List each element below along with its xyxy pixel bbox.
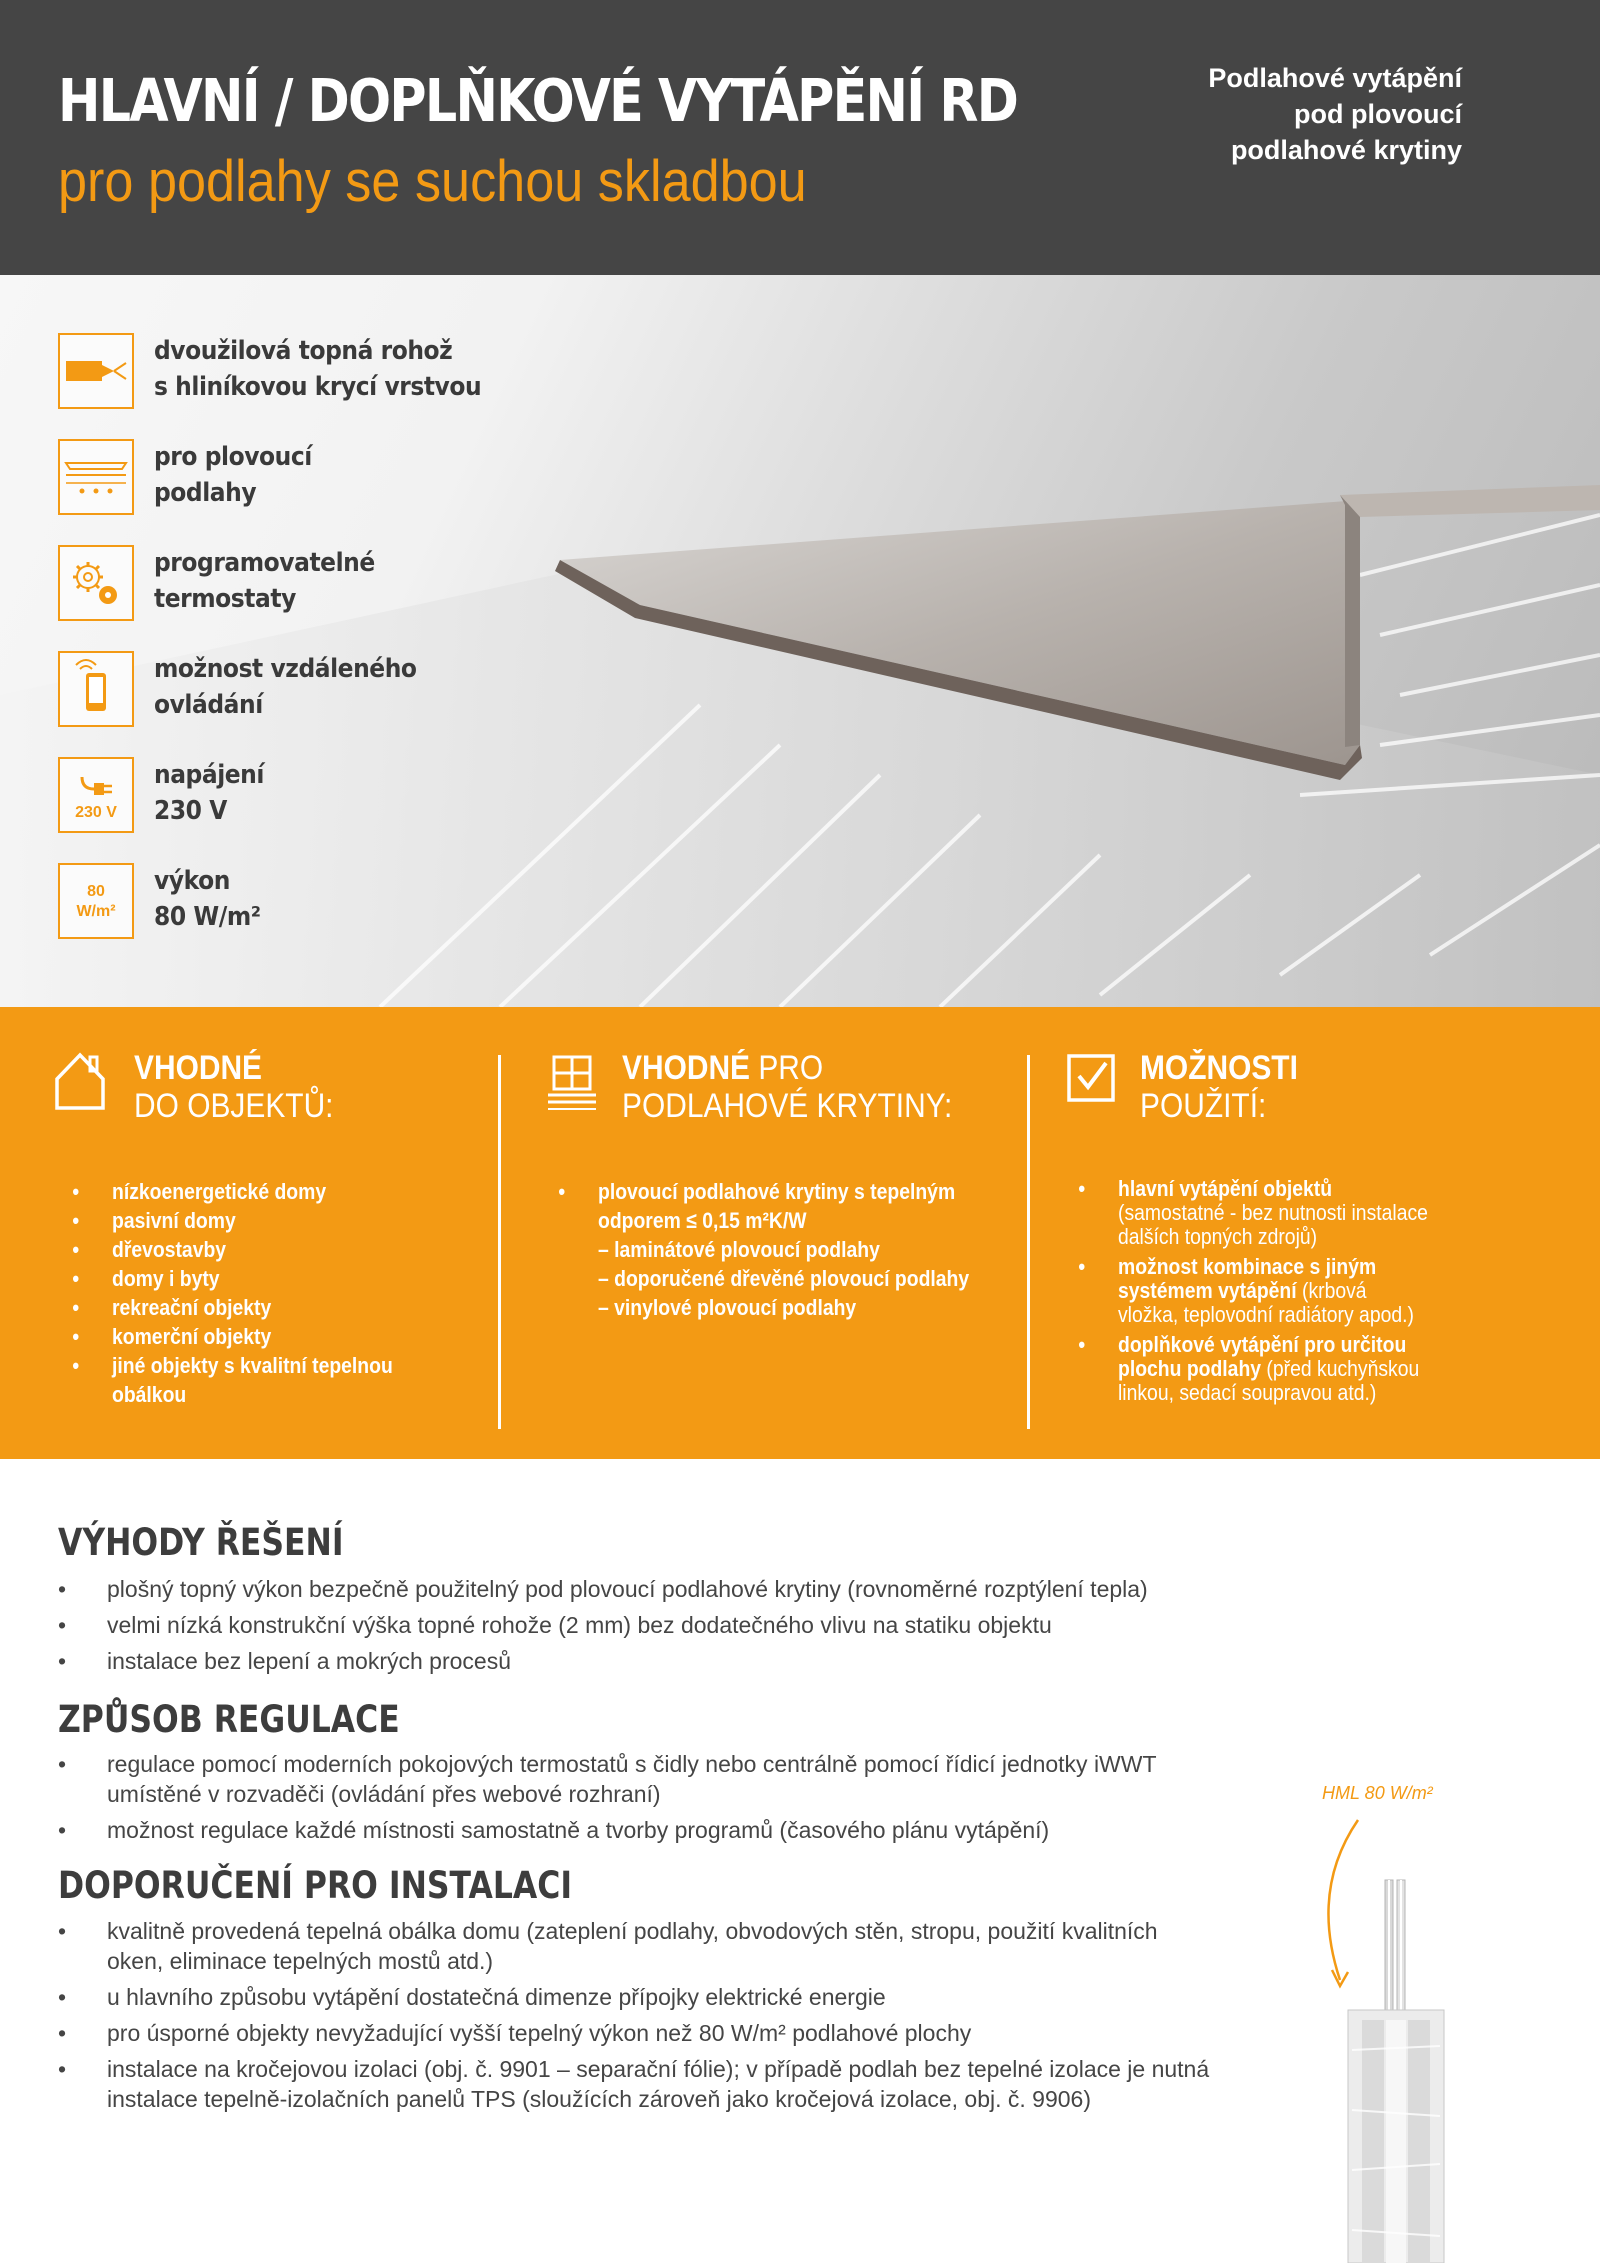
usage-options-list bbox=[1078, 1176, 1470, 1405]
feature-item bbox=[58, 757, 618, 837]
column-divider bbox=[498, 1055, 501, 1429]
feature-item bbox=[58, 863, 618, 943]
hero-photo bbox=[0, 275, 1600, 1007]
tagline-line: Podlahové vytápění bbox=[1208, 63, 1462, 93]
page-subtitle: pro podlahy se suchou skladbou bbox=[58, 149, 807, 214]
list-item: • nízkoenergetické domy bbox=[72, 1179, 327, 1204]
list-item: • doplňkové vytápění pro určitou bbox=[1078, 1332, 1407, 1357]
list-item: • u hlavního způsobu vytápění dostatečná dimenze přípojky elektrické energie bbox=[58, 1982, 1209, 2012]
tagline-line: pod plovoucí bbox=[1294, 99, 1462, 129]
installation-list bbox=[58, 1916, 1209, 2120]
list-item: • velmi nízká konstrukční výška topné rohože (2 mm) bez dodatečného vlivu na statiku objektu bbox=[58, 1610, 1148, 1640]
column-heading: VHODNÉ PRO PODLAHOVÉ KRYTINY: bbox=[622, 1049, 953, 1125]
list-item: • pro úsporné objekty nevyžadující vyšší tepelný výkon než 80 W/m² podlahové plochy bbox=[58, 2018, 1209, 2048]
column-heading: MOŽNOSTI POUŽITÍ: bbox=[1140, 1049, 1298, 1125]
floating-floor-icon bbox=[58, 439, 134, 515]
list-item: • regulace pomocí moderních pokojových termostatů s čidly nebo centrálně pomocí řídicí jednotky iWWT umístěné v rozvaděči (ovládání přes webové rozhraní) bbox=[58, 1749, 1157, 1809]
feature-label: pro plovoucí podlahy bbox=[154, 442, 312, 508]
checkbox-icon bbox=[1066, 1051, 1118, 1103]
header-tagline bbox=[1208, 60, 1462, 168]
list-item: • rekreační objekty bbox=[72, 1295, 272, 1320]
section-title-regulation: ZPŮSOB REGULACE bbox=[58, 1698, 400, 1741]
page-title: HLAVNÍ / DOPLŇKOVÉ VYTÁPĚNÍ RD bbox=[58, 66, 1018, 135]
feature-item bbox=[58, 333, 618, 413]
power-plug-icon bbox=[58, 757, 134, 833]
list-item: • instalace bez lepení a mokrých procesů bbox=[58, 1646, 1148, 1676]
gears-thermostat-icon bbox=[58, 545, 134, 621]
smartphone-remote-icon bbox=[58, 651, 134, 727]
list-item: • domy i byty bbox=[72, 1266, 220, 1291]
feature-label: dvoužilová topná rohož s hliníkovou krycí vrstvou bbox=[154, 336, 482, 402]
house-icon bbox=[54, 1051, 106, 1111]
power-output-icon bbox=[58, 863, 134, 939]
list-item: • hlavní vytápění objektů bbox=[1078, 1176, 1333, 1201]
list-item: – laminátové plovoucí podlahy bbox=[598, 1237, 880, 1262]
list-item: • instalace na kročejovou izolaci (obj. č. 9901 – separační fólie); v případě podlah bez tepelné izolace je nutná instalace tepelně-izolačních panelů TPS (sloužících zároveň jako kročejová izolace, obj. č. 9906) bbox=[58, 2054, 1209, 2114]
list-item: – vinylové plovoucí podlahy bbox=[598, 1295, 857, 1320]
list-item: • komerční objekty bbox=[72, 1324, 272, 1349]
feature-item bbox=[58, 651, 618, 731]
list-item: dalších topných zdrojů) bbox=[1118, 1224, 1318, 1249]
list-item: odporem ≤ 0,15 m²K/W bbox=[598, 1208, 807, 1233]
heating-cable-icon bbox=[58, 333, 134, 409]
section-title-advantages: VÝHODY ŘEŠENÍ bbox=[58, 1521, 344, 1564]
column-heading: VHODNÉ DO OBJEKTŮ: bbox=[134, 1049, 334, 1125]
list-item: obálkou bbox=[112, 1382, 187, 1407]
list-item: systémem vytápění (krbová bbox=[1118, 1278, 1367, 1303]
feature-label: možnost vzdáleného ovládání bbox=[154, 654, 417, 720]
floor-covering-list bbox=[558, 1177, 1020, 1322]
list-item: • možnost regulace každé místnosti samostatně a tvorby programů (časového plánu vytápění) bbox=[58, 1815, 1157, 1845]
list-item: linkou, sedací soupravou atd.) bbox=[1118, 1380, 1377, 1405]
feature-label: výkon 80 W/m² bbox=[154, 866, 261, 932]
list-item: – doporučené dřevěné plovoucí podlahy bbox=[598, 1266, 970, 1291]
section-title-installation: DOPORUČENÍ PRO INSTALACI bbox=[58, 1864, 573, 1907]
header-bar bbox=[0, 0, 1600, 275]
floor-covering-icon bbox=[546, 1051, 598, 1111]
list-item: • pasivní domy bbox=[72, 1208, 236, 1233]
feature-label: napájení 230 V bbox=[154, 760, 264, 826]
feature-label: programovatelné termostaty bbox=[154, 548, 375, 614]
list-item: • dřevostavby bbox=[72, 1237, 227, 1262]
tagline-line: podlahové krytiny bbox=[1230, 135, 1462, 165]
list-item: • možnost kombinace s jiným bbox=[1078, 1254, 1377, 1279]
list-item: • plovoucí podlahové krytiny s tepelným bbox=[558, 1179, 956, 1204]
regulation-list bbox=[58, 1749, 1157, 1851]
suitability-band bbox=[0, 1007, 1600, 1459]
objects-list bbox=[72, 1177, 431, 1409]
column-divider bbox=[1027, 1055, 1030, 1429]
list-item: plochu podlahy (před kuchyňskou bbox=[1118, 1356, 1420, 1381]
feature-item bbox=[58, 439, 618, 519]
icon-voltage-text: 230 V bbox=[75, 804, 117, 821]
list-item: vložka, teplovodní radiátory apod.) bbox=[1118, 1302, 1414, 1327]
cable-label: HML 80 W/m² bbox=[1322, 1783, 1433, 1803]
icon-power-unit: W/m² bbox=[76, 903, 116, 920]
heating-cable-sample-image bbox=[1300, 1810, 1500, 2263]
list-item: • kvalitně provedená tepelná obálka domu (zateplení podlahy, obvodových stěn, stropu, použití kvalitních oken, eliminace tepelných mostů atd.) bbox=[58, 1916, 1209, 1976]
advantages-list bbox=[58, 1574, 1148, 1682]
icon-power-text: 80 bbox=[87, 883, 105, 900]
list-item: • jiné objekty s kvalitní tepelnou bbox=[72, 1353, 393, 1378]
list-item: • plošný topný výkon bezpečně použitelný pod plovoucí podlahové krytiny (rovnoměrné rozptýlení tepla) bbox=[58, 1574, 1148, 1604]
list-item: (samostatné - bez nutnosti instalace bbox=[1118, 1200, 1428, 1225]
feature-item bbox=[58, 545, 618, 625]
